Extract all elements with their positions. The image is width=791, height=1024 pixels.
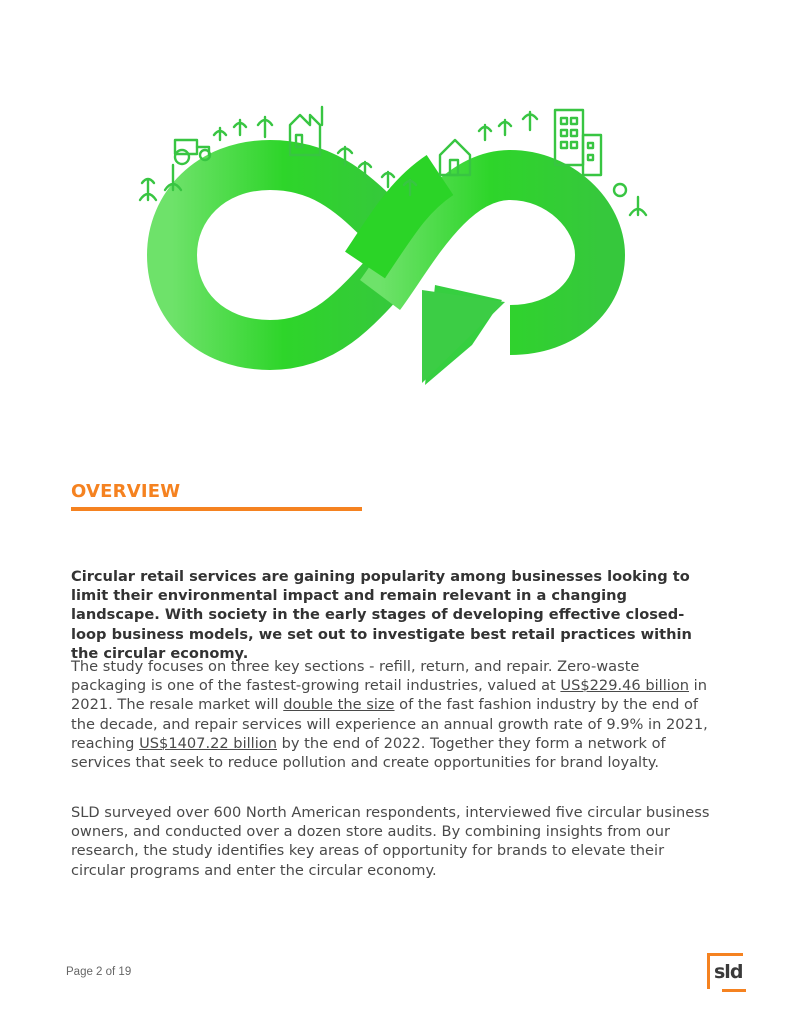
infinity-loop-arrow-icon <box>110 95 670 395</box>
repair-value-link[interactable]: US$1407.22 billion <box>139 734 277 752</box>
zero-waste-value-link[interactable]: US$229.46 billion <box>560 677 690 695</box>
p1-text-4: by the end of 2022. Together they form a network of services that seek to reduce pollution and create opportunities for brand loyalty. <box>71 734 666 772</box>
section-title: OVERVIEW <box>71 481 181 502</box>
body-paragraph-2: SLD surveyed over 600 North American respondents, interviewed five circular business owners, and conducted over a dozen store audits. By combining insights from our research, the study identifies key areas of opportunity for brands to elevate their circular programs and enter the circular economy. <box>71 804 710 879</box>
p1-text-1: The study focuses on three key sections - refill, return, and repair. Zero-waste packaging is one of the fastest-growing retail industries, valued at <box>71 658 640 695</box>
logo-text: sld <box>714 961 743 983</box>
sld-logo <box>707 953 743 989</box>
circular-economy-illustration <box>110 95 670 395</box>
double-size-link[interactable]: double the size <box>283 696 395 714</box>
title-underline <box>71 507 362 511</box>
lead-paragraph: Circular retail services are gaining popularity among businesses looking to limit their environmental impact and remain relevant in a changing landscape. With society in the early stages of developing effective closed-loop business models, we set out to investigate best retail practices within the circular economy. <box>71 568 692 662</box>
body-paragraph-1 <box>71 657 711 772</box>
p1-text-2: in 2021. The resale market will <box>71 677 707 714</box>
page-number: Page 2 of 19 <box>66 966 132 978</box>
p1-text-3: of the fast fashion industry by the end of the decade, and repair services will experience an annual growth rate of 9.9% in 2021, reaching <box>71 696 708 752</box>
